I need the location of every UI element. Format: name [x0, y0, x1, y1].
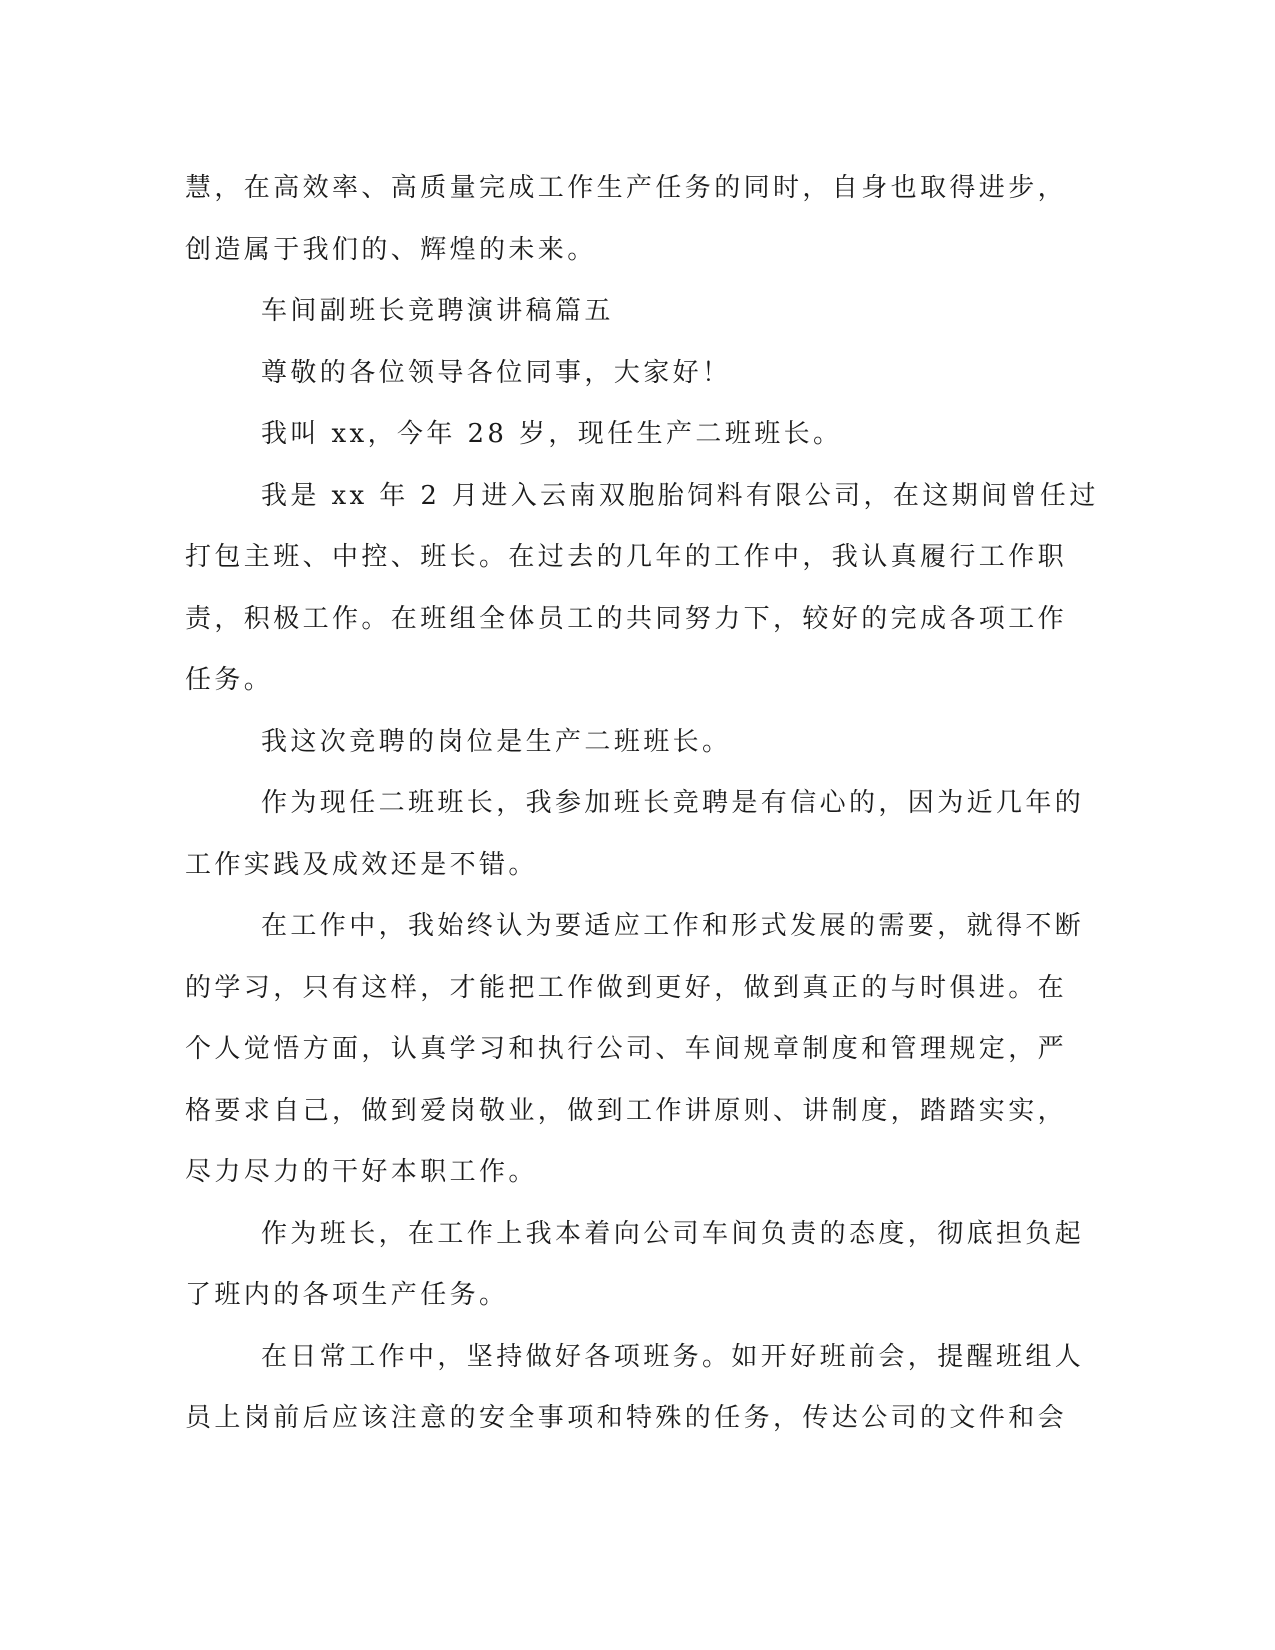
- text-line: 创造属于我们的、辉煌的未来。: [185, 234, 597, 265]
- text-line: 个人觉悟方面，认真学习和执行公司、车间规章制度和管理规定，严: [185, 1034, 1068, 1064]
- section-heading: 车间副班长竞聘演讲稿篇五: [261, 296, 614, 326]
- text-line: 在日常工作中，坚持做好各项班务。如开好班前会，提醒班组人: [261, 1341, 1085, 1372]
- text-line: 作为班长，在工作上我本着向公司车间负责的态度，彻底担负起: [261, 1218, 1085, 1249]
- text-line: 尽力尽力的干好本职工作。: [185, 1157, 538, 1187]
- text-line: 慧，在高效率、高质量完成工作生产任务的同时，自身也取得进步，: [185, 173, 1068, 203]
- text-line: 在工作中，我始终认为要适应工作和形式发展的需要，就得不断: [261, 911, 1085, 941]
- text-line: 我这次竞聘的岗位是生产二班班长。: [261, 726, 732, 757]
- document-body: [185, 158, 1099, 1450]
- text-line: 我叫 xx，今年 28 岁，现任生产二班班长。: [261, 419, 843, 449]
- text-line: 作为现任二班班长，我参加班长竞聘是有信心的，因为近几年的: [261, 788, 1085, 818]
- text-line: 打包主班、中控、班长。在过去的几年的工作中，我认真履行工作职: [185, 542, 1068, 572]
- text-line: 的学习，只有这样，才能把工作做到更好，做到真正的与时俱进。在: [185, 972, 1068, 1003]
- text-line: 任务。: [185, 665, 274, 695]
- greeting-line: 尊敬的各位领导各位同事，大家好！: [261, 357, 732, 388]
- text-line: 工作实践及成效还是不错。: [185, 849, 538, 880]
- text-line: 我是 xx 年 2 月进入云南双胞胎饲料有限公司，在这期间曾任过: [261, 480, 1099, 511]
- text-line: 责，积极工作。在班组全体员工的共同努力下，较好的完成各项工作: [185, 603, 1068, 634]
- text-line: 了班内的各项生产任务。: [185, 1280, 509, 1310]
- text-line: 员上岗前后应该注意的安全事项和特殊的任务，传达公司的文件和会: [185, 1403, 1068, 1433]
- text-line: 格要求自己，做到爱岗敬业，做到工作讲原则、讲制度，踏踏实实，: [185, 1095, 1068, 1126]
